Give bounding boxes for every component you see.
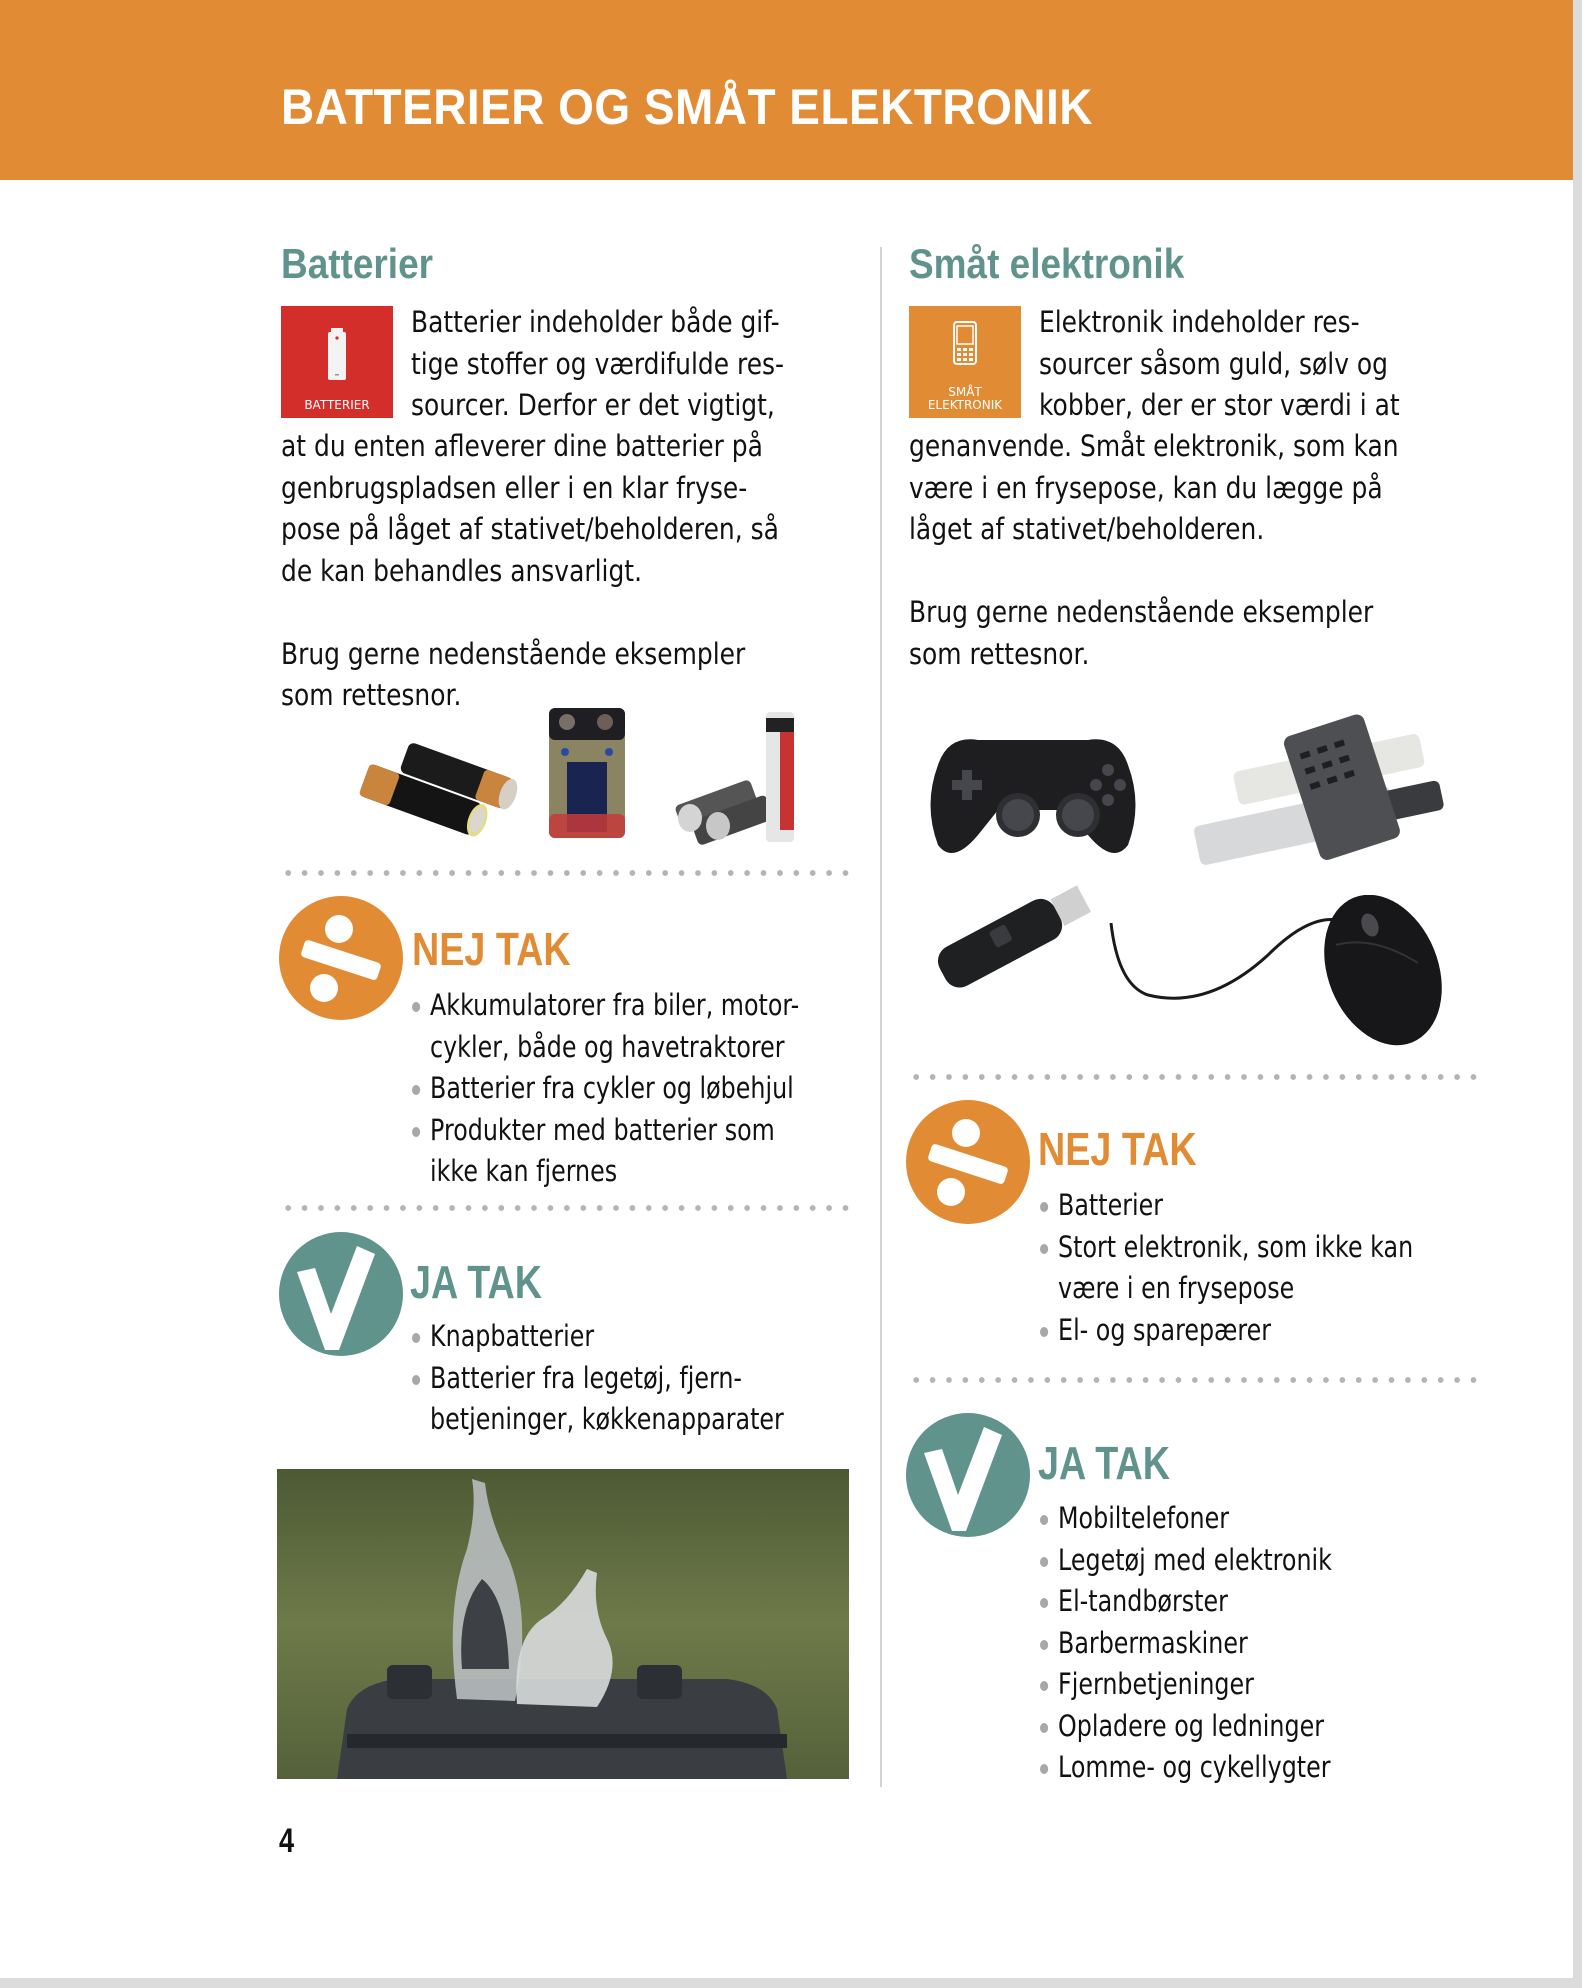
list-item: Batterier bbox=[1040, 1185, 1413, 1227]
yes-thanks-title: JA TAK bbox=[410, 1256, 543, 1308]
intro-line: tige stoffer og værdifulde res- bbox=[411, 346, 785, 381]
heavy-duty-batteries-photo bbox=[668, 708, 828, 848]
list-item: Produkter med batterier som ikke kan fjernes bbox=[412, 1110, 799, 1193]
computer-mouse-photo bbox=[1108, 895, 1448, 1055]
pictogram-label: BATTERIER bbox=[304, 398, 370, 412]
intro-line: sourcer. Derfor er det vigtigt, bbox=[411, 388, 775, 422]
intro-line: kobber, der er stor værdi i at bbox=[1039, 388, 1400, 422]
intro-line: genbrugspladsen eller i en klar fryse- bbox=[281, 470, 748, 505]
list-item: Knapbatterier bbox=[412, 1316, 784, 1358]
remote-controls-photo bbox=[1168, 700, 1458, 875]
header-banner bbox=[0, 0, 1573, 180]
mobile-phone-icon bbox=[909, 310, 1021, 390]
yes-thanks-list bbox=[1040, 1498, 1332, 1789]
list-item: Batterier fra cykler og løbehjul bbox=[412, 1068, 799, 1110]
dotted-divider bbox=[280, 870, 850, 876]
elektronik-intro-full bbox=[909, 426, 1399, 675]
intro-line: genanvende. Småt elektronik, som kan bbox=[909, 429, 1399, 463]
guide-line: som rettesnor. bbox=[909, 636, 1090, 671]
list-item: El-tandbørster bbox=[1040, 1581, 1332, 1623]
guide-line: Brug gerne nedenstående eksempler bbox=[281, 636, 746, 671]
list-item: Batterier fra legetøj, fjern- betjeninger, køkkenapparater bbox=[412, 1358, 784, 1441]
batterier-intro-full bbox=[281, 426, 779, 717]
column-divider bbox=[880, 247, 882, 1787]
no-thanks-list bbox=[412, 985, 799, 1193]
batterier-pictogram bbox=[281, 306, 393, 418]
bags-on-bin-lid-photo bbox=[277, 1469, 849, 1779]
list-item: El- og sparepærer bbox=[1040, 1310, 1413, 1352]
intro-line: Elektronik indeholder res- bbox=[1039, 305, 1360, 339]
game-controller-photo bbox=[918, 715, 1148, 865]
intro-line: være i en frysepose, kan du lægge på bbox=[909, 470, 1383, 505]
guide-line: som rettesnor. bbox=[281, 678, 462, 712]
pictogram-label: SMÅT ELEKTRONIK bbox=[927, 385, 1003, 412]
section-heading-batterier: Batterier bbox=[281, 240, 434, 287]
list-item: Stort elektronik, som ikke kan være i en frysepose bbox=[1040, 1227, 1413, 1310]
guide-line: Brug gerne nedenstående eksempler bbox=[909, 595, 1374, 629]
batterier-intro-wrapped bbox=[411, 302, 784, 427]
checkmark-icon bbox=[906, 1413, 1030, 1537]
intro-line: sourcer såsom guld, sølv og bbox=[1039, 346, 1388, 381]
elektronik-intro-wrapped bbox=[1039, 302, 1400, 427]
battery-icon bbox=[281, 314, 393, 394]
dotted-divider bbox=[280, 1205, 850, 1211]
no-thanks-badge bbox=[279, 896, 403, 1020]
intro-line: de kan behandles ansvarligt. bbox=[281, 553, 642, 588]
list-item: Legetøj med elektronik bbox=[1040, 1540, 1332, 1582]
checkmark-icon bbox=[279, 1232, 403, 1356]
no-entry-icon bbox=[906, 1100, 1030, 1224]
yes-thanks-title: JA TAK bbox=[1038, 1437, 1171, 1489]
yes-thanks-badge bbox=[279, 1232, 403, 1356]
list-item: Akkumulatorer fra biler, motor- cykler, både og havetraktorer bbox=[412, 985, 799, 1068]
intro-line: Batterier indeholder både gif- bbox=[411, 305, 780, 339]
page-title: BATTERIER OG SMÅT ELEKTRONIK bbox=[281, 79, 1093, 135]
yes-thanks-list bbox=[412, 1316, 784, 1441]
section-heading-smaat-elektronik: Småt elektronik bbox=[909, 240, 1185, 287]
usb-stick-photo bbox=[920, 870, 1100, 990]
list-item: Opladere og ledninger bbox=[1040, 1706, 1332, 1748]
yes-thanks-badge bbox=[906, 1413, 1030, 1537]
intro-line: at du enten afleverer dine batterier på bbox=[281, 429, 763, 463]
smaat-elektronik-pictogram bbox=[909, 306, 1021, 418]
no-thanks-title: NEJ TAK bbox=[412, 923, 571, 975]
no-entry-icon bbox=[279, 896, 403, 1020]
dotted-divider bbox=[908, 1074, 1478, 1080]
intro-line: låget af stativet/beholderen. bbox=[909, 512, 1265, 546]
no-thanks-list bbox=[1040, 1185, 1413, 1351]
aa-batteries-photo bbox=[355, 735, 520, 845]
list-item: Fjernbetjeninger bbox=[1040, 1664, 1332, 1706]
list-item: Barbermaskiner bbox=[1040, 1623, 1332, 1665]
list-item: Lomme- og cykellygter bbox=[1040, 1747, 1332, 1789]
9v-battery-photo bbox=[545, 704, 630, 844]
no-thanks-title: NEJ TAK bbox=[1038, 1123, 1197, 1175]
page-number: 4 bbox=[279, 1822, 295, 1860]
dotted-divider bbox=[908, 1377, 1478, 1383]
list-item: Mobiltelefoner bbox=[1040, 1498, 1332, 1540]
no-thanks-badge bbox=[906, 1100, 1030, 1224]
intro-line: pose på låget af stativet/beholderen, så bbox=[281, 512, 779, 546]
